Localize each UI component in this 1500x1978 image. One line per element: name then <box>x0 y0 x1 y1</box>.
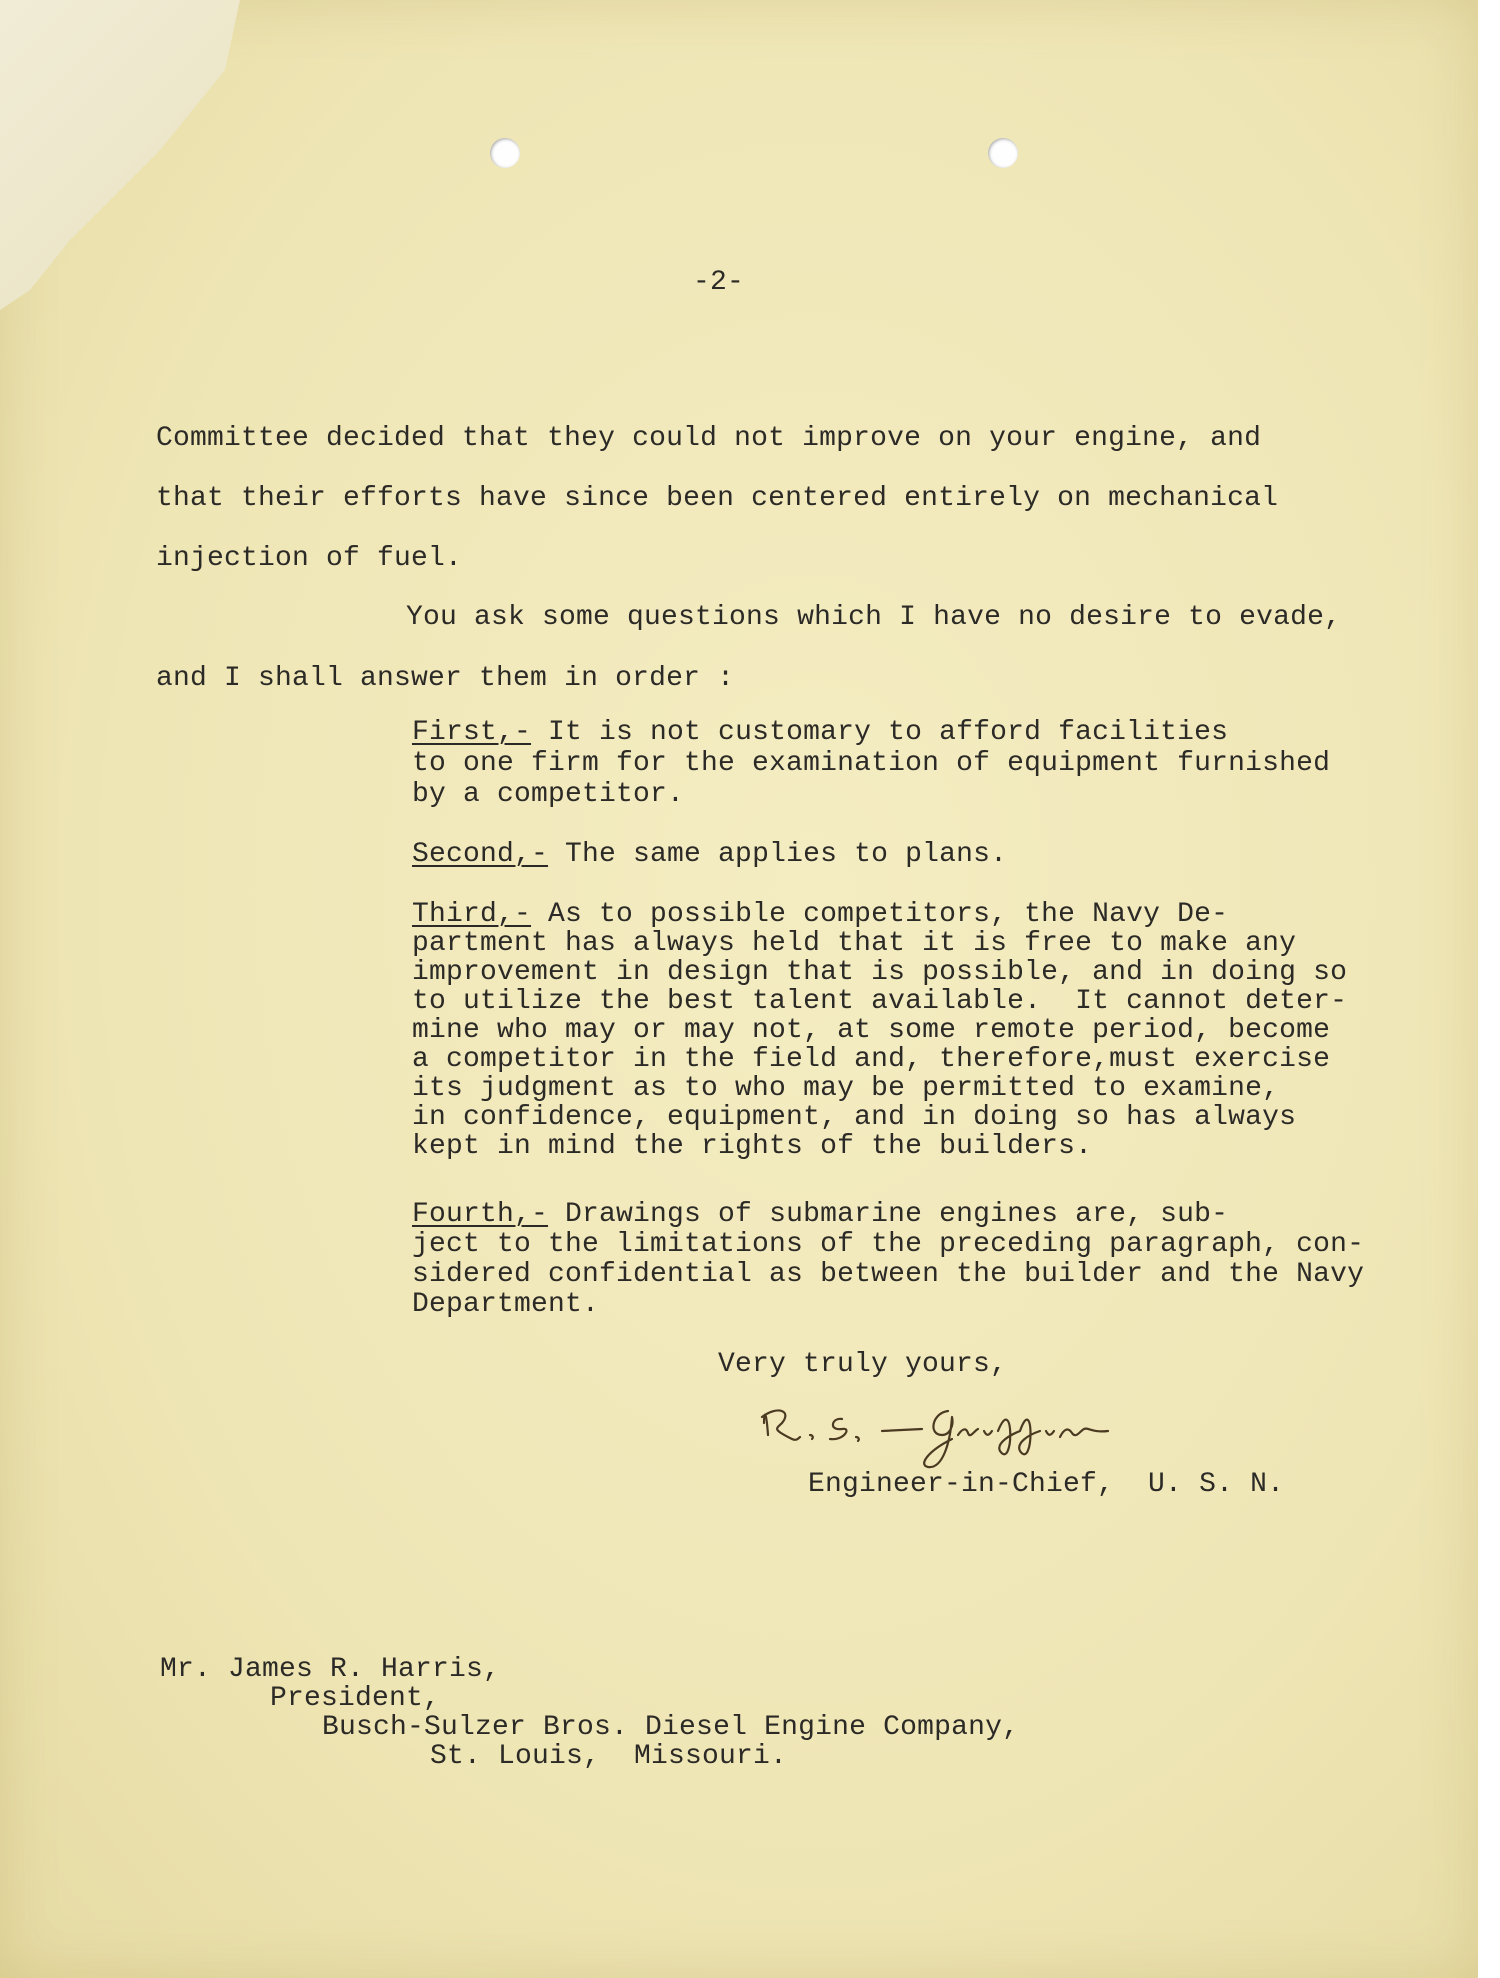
page-number: -2- <box>693 267 745 298</box>
signer-title: Engineer-in-Chief, U. S. N. <box>808 1469 1285 1500</box>
answer-line: partment has always held that it is free to make any <box>412 928 1297 959</box>
paragraph-line: and I shall answer them in order : <box>156 663 735 694</box>
answer-line: kept in mind the rights of the builders. <box>412 1131 1093 1162</box>
answer-line: a competitor in the field and, therefore,must exercise <box>412 1044 1331 1075</box>
paragraph-line: injection of fuel. <box>156 543 463 574</box>
answer-line: improvement in design that is possible, and in doing so <box>412 957 1348 988</box>
answer-line: its judgment as to who may be permitted to examine, <box>412 1073 1280 1104</box>
punch-hole-right <box>988 138 1018 168</box>
answer-first: First,- It is not customary to afford facilities <box>412 717 1229 748</box>
answer-label: Third,- <box>412 899 532 930</box>
answer-line: to utilize the best talent available. It cannot deter- <box>412 986 1348 1017</box>
answer-fourth: Fourth,- Drawings of submarine engines are, sub- <box>412 1199 1229 1230</box>
paragraph-line: that their efforts have since been centered entirely on mechanical <box>156 483 1279 514</box>
closing: Very truly yours, <box>718 1349 1008 1380</box>
punch-hole-left <box>490 138 520 168</box>
answer-label: Second,- <box>412 839 549 870</box>
answer-line: sidered confidential as between the builder and the Navy <box>412 1259 1365 1290</box>
address-line: Busch-Sulzer Bros. Diesel Engine Company, <box>322 1712 1020 1743</box>
address-line: Mr. James R. Harris, <box>160 1654 501 1685</box>
answer-label: Fourth,- <box>412 1199 549 1230</box>
address-line: President, <box>270 1683 441 1714</box>
answer-label: First,- <box>412 717 532 748</box>
address-line: St. Louis, Missouri. <box>430 1741 788 1772</box>
answer-line: Department. <box>412 1289 600 1320</box>
signature <box>752 1395 1132 1475</box>
paragraph-line: Committee decided that they could not improve on your engine, and <box>156 423 1262 454</box>
answer-line: to one firm for the examination of equipment furnished <box>412 748 1331 779</box>
answer-second: Second,- The same applies to plans. <box>412 839 1008 870</box>
answer-line: in confidence, equipment, and in doing so has always <box>412 1102 1297 1133</box>
answer-line: by a competitor. <box>412 779 685 810</box>
answer-third: Third,- As to possible competitors, the Navy De- <box>412 899 1229 930</box>
answer-line: mine who may or may not, at some remote period, become <box>412 1015 1331 1046</box>
answer-line: ject to the limitations of the preceding paragraph, con- <box>412 1229 1365 1260</box>
paragraph-line: You ask some questions which I have no desire to evade, <box>406 602 1342 633</box>
